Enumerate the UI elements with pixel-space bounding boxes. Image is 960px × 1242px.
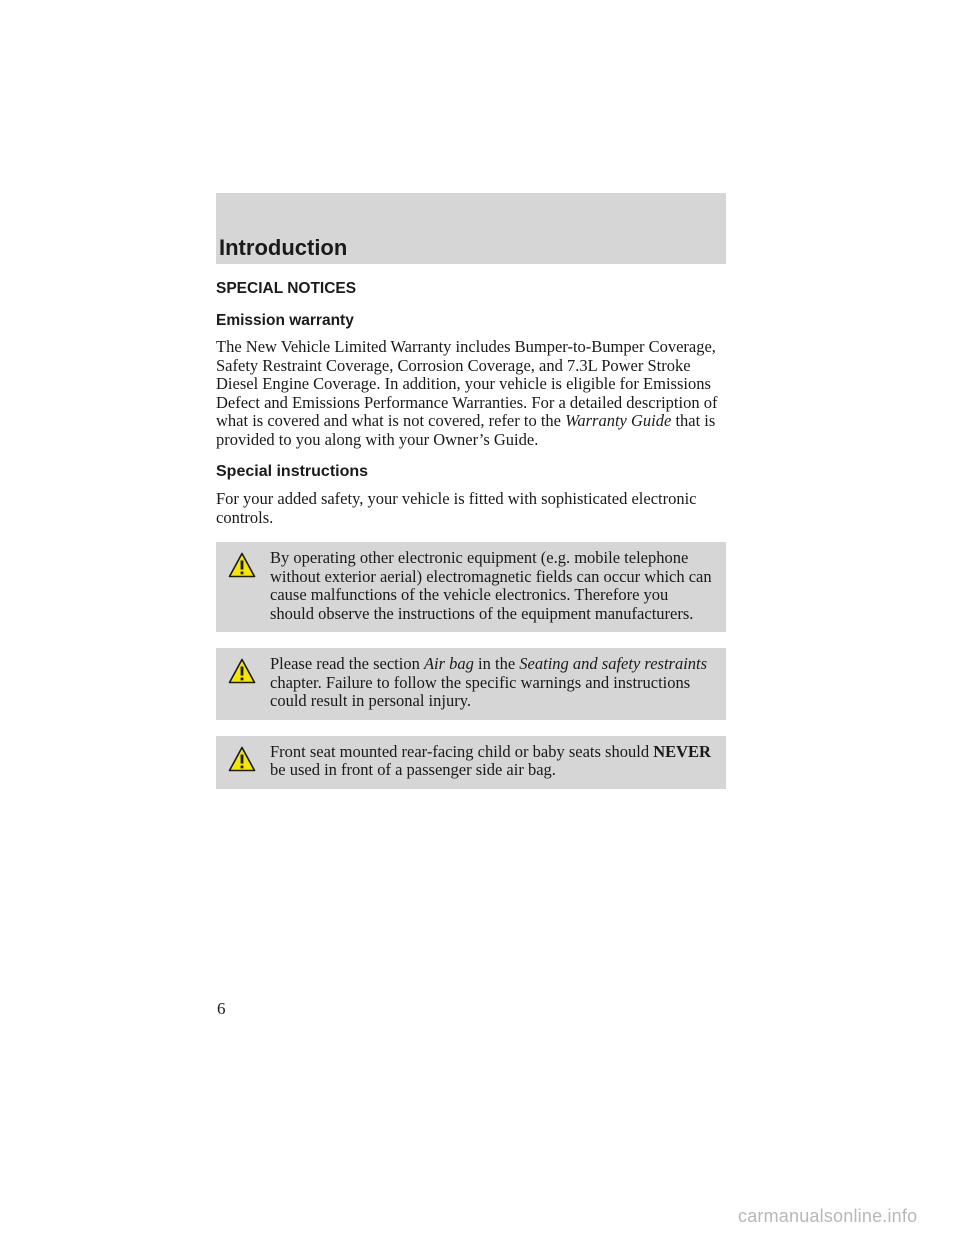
warranty-guide-reference: Warranty Guide <box>565 411 672 430</box>
watermark: carmanualsonline.info <box>738 1206 918 1226</box>
warning-text: By operating other electronic equipment (e.g. mobile telephone without exterior aerial) electromagnetic fields can occur which can cause malfunctions of the vehicle electronics. Therefore you should observe the instructions of the equipment manufacturers. <box>270 548 712 623</box>
emission-text-2: that is provided to you along with your Owner’s Guide. <box>216 411 716 449</box>
warning-text <box>218 655 716 711</box>
emission-text-1: The New Vehicle Limited Warranty includes Bumper-to-Bumper Coverage, Safety Restraint Coverage, Corrosion Coverage, and 7.3L Power Stroke Diesel Engine Coverage. In addition, your vehicle is eligible for Emissions Defect and Emissions Performance Warranties. For a detailed description of what is covered and what is not covered, refer to the <box>216 337 718 430</box>
emission-warranty-paragraph <box>216 338 726 449</box>
emission-warranty-heading: Emission warranty <box>216 312 354 329</box>
warning-triangle-icon <box>228 552 256 578</box>
warning-text-part: Please read the section <box>270 654 420 673</box>
page-number: 6 <box>217 999 226 1018</box>
warning-box-child-seats <box>216 736 726 789</box>
special-instructions-heading: Special instructions <box>216 463 369 480</box>
section-heading: SPECIAL NOTICES <box>216 280 357 297</box>
air-bag-reference: Air bag <box>423 654 474 673</box>
page-content <box>216 279 726 805</box>
warning-text <box>218 743 716 780</box>
warning-triangle-icon <box>228 658 256 684</box>
warning-box-electronics <box>216 542 726 632</box>
warning-box-airbag-section <box>216 648 726 720</box>
warning-triangle-icon <box>228 746 256 772</box>
warning-text-part: chapter. Failure to follow the specific warnings and instructions could result in personal injury. <box>270 672 691 710</box>
chapter-title: Introduction <box>219 235 348 260</box>
warning-text-part: Front seat mounted rear-facing child or baby seats should <box>270 741 650 761</box>
warning-text-part: in the <box>478 654 516 673</box>
seating-restraints-reference: Seating and safety restraints <box>519 654 708 673</box>
special-instructions-paragraph: For your added safety, your vehicle is fitted with sophisticated electronic controls. <box>216 489 697 527</box>
never-emphasis: NEVER <box>653 741 711 761</box>
warning-text-part: be used in front of a passenger side air bag. <box>270 760 556 779</box>
